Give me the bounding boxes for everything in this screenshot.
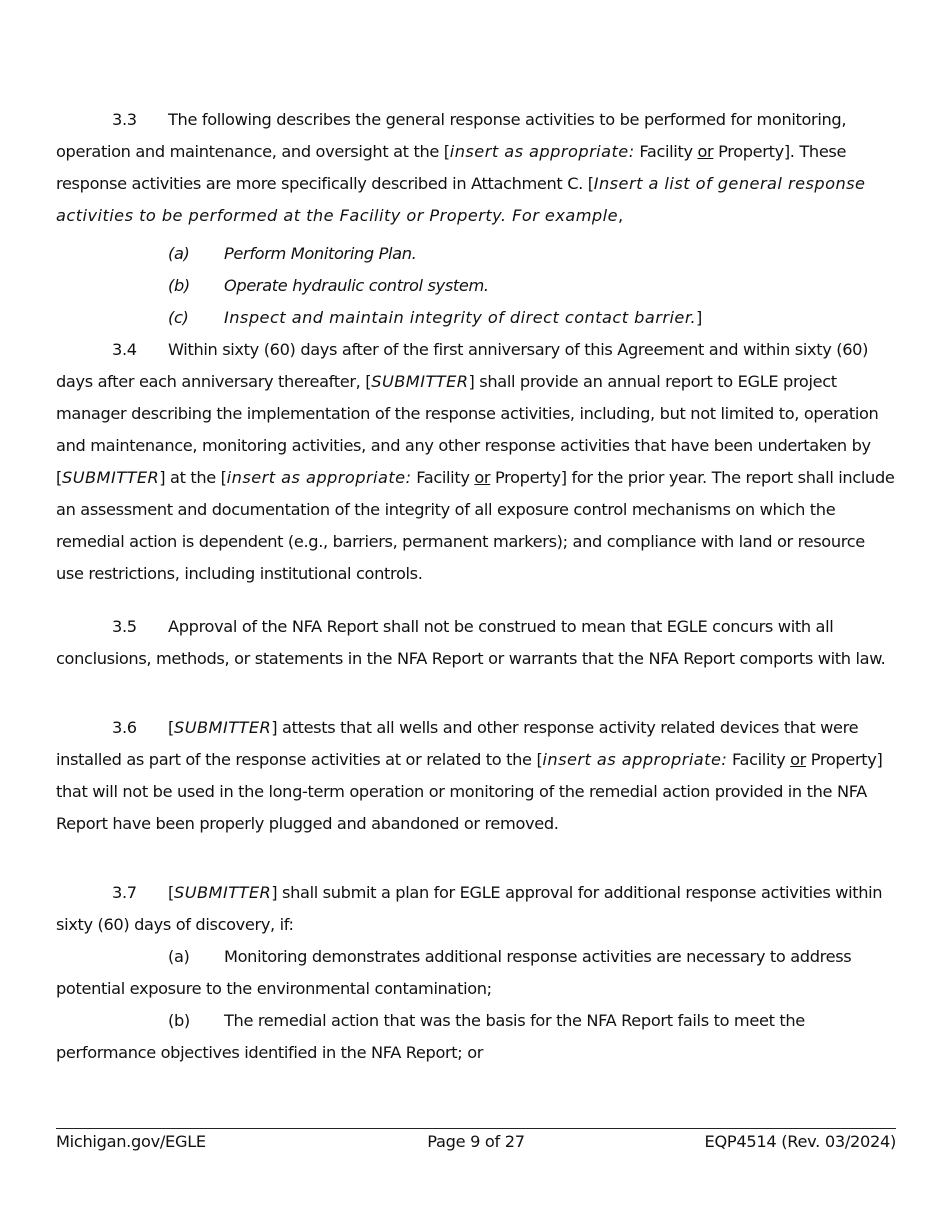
- section-3-6: 3.6 [SUBMITTER] attests that all wells and other response activity related devices that were installed as part of the response activities at or related to the [insert as appropriate: Facility or Property] that will not be used in the long-term operation or monitoring of the remedial action provided in the NFA Report have been properly plugged and abandoned or removed.: [56, 712, 896, 840]
- section-number: 3.6: [112, 718, 137, 737]
- section-number: 3.5: [112, 617, 137, 636]
- footer-website: Michigan.gov/EGLE: [56, 1132, 206, 1151]
- document-body: [56, 104, 896, 1069]
- section-3-5: 3.5 Approval of the NFA Report shall not be construed to mean that EGLE concurs with all conclusions, methods, or statements in the NFA Report or warrants that the NFA Report comports with law.: [56, 611, 896, 675]
- section-3-3: 3.3 The following describes the general response activities to be performed for monitoring, operation and maintenance, and oversight at the [insert as appropriate: Facility or Property]. These response activities are more specifically described in Attachment C. [Insert a list of general response activities to be performed at the Facility or Property. For example,: [56, 104, 896, 232]
- section-number: 3.3: [112, 110, 137, 129]
- section-3-4: 3.4 Within sixty (60) days after of the first anniversary of this Agreement and within sixty (60) days after each anniversary thereafter, [SUBMITTER] shall provide an annual report to EGLE project manager describing the implementation of the response activities, including, but not limited to, operation and maintenance, monitoring activities, and any other response activities that have been undertaken by [SUBMITTER] at the [insert as appropriate: Facility or Property] for the prior year. The report shall include an assessment and documentation of the integrity of all exposure control mechanisms on which the remedial action is dependent (e.g., barriers, permanent markers); and compliance with land or resource use restrictions, including institutional controls.: [56, 334, 896, 590]
- footer-page-number: Page 9 of 27: [427, 1132, 525, 1151]
- list-item: (c) Inspect and maintain integrity of direct contact barrier.]: [168, 308, 703, 327]
- section-3-7: 3.7 [SUBMITTER] shall submit a plan for EGLE approval for additional response activities within sixty (60) days of discovery, if:: [56, 877, 896, 941]
- list-item: (b) Operate hydraulic control system.: [168, 276, 489, 295]
- list-item: (a) Monitoring demonstrates additional response activities are necessary to address potential exposure to the environmental contamination;: [56, 947, 852, 998]
- section-number: 3.7: [112, 883, 137, 902]
- list-item: (b) The remedial action that was the basis for the NFA Report fails to meet the performance objectives identified in the NFA Report; or: [56, 1011, 805, 1062]
- page-footer: [56, 1128, 896, 1156]
- section-3-3-list: [168, 238, 896, 334]
- footer-form-number: EQP4514 (Rev. 03/2024): [704, 1132, 896, 1151]
- list-item: (a) Perform Monitoring Plan.: [168, 244, 417, 263]
- section-number: 3.4: [112, 340, 137, 359]
